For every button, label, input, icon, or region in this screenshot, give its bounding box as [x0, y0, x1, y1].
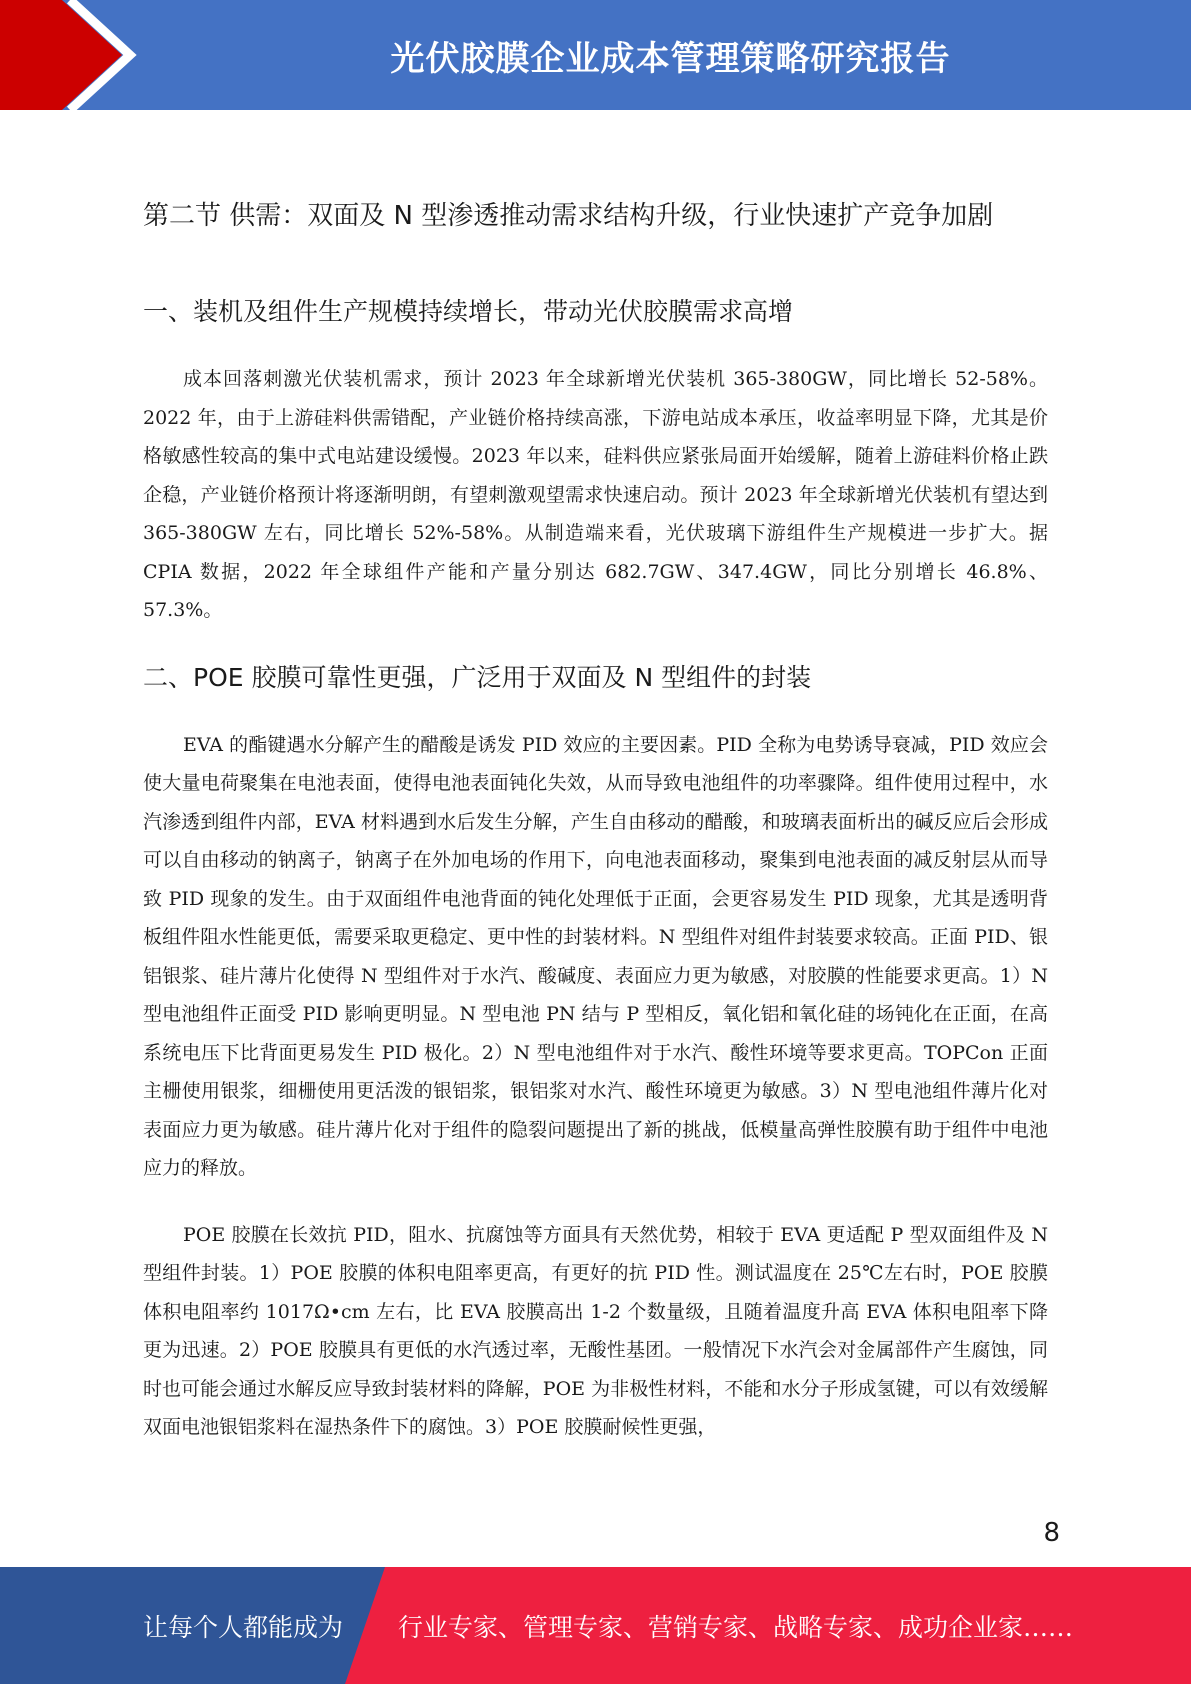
paragraph-1: 成本回落刺激光伏装机需求，预计 2023 年全球新增光伏装机 365-380GW，同比增长 52-58%。2022 年，由于上游硅料供需错配，产业链价格持续高涨，下游电站成本承压，收益率明显下降，尤其是价格敏感性较高的集中式电站建设缓慢。2023 年以来，硅料供应紧张局面开始缓解，随着上游硅料价格止跌企稳，产业链价格预计将逐渐明朗，有望刺激观望需求快速启动。预计 2023 年全球新增光伏装机有望达到 365-380GW 左右，同比增长 52%-58%。从制造端来看，光伏玻璃下游组件生产规模进一步扩大。据 CPIA 数据，2022 年全球组件产能和产量分别达 682.7GW、347.4GW，同比分别增长 46.8%、57.3%。	[143, 368, 1048, 621]
page-number: 8	[1043, 1518, 1060, 1548]
paragraph-3: POE 胶膜在长效抗 PID，阻水、抗腐蚀等方面具有天然优势，相较于 EVA 更适配 P 型双面组件及 N 型组件封装。1）POE 胶膜的体积电阻率更高，有更好的抗 PID 性。测试温度在 25℃左右时，POE 胶膜体积电阻率约 1017Ω•cm 左右，比 EVA 胶膜高出 1-2 个数量级，且随着温度升高 EVA 体积电阻率下降更为迅速。2）POE 胶膜具有更低的水汽透过率，无酸性基团。一般情况下水汽会对金属部件产生腐蚀，同时也可能会通过水解反应导致封装材料的降解，POE 为非极性材料，不能和水分子形成氢键，可以有效缓解双面电池银铝浆料在湿热条件下的腐蚀。3）POE 胶膜耐候性更强，	[143, 1223, 1048, 1438]
paragraph-2: EVA 的酯键遇水分解产生的醋酸是诱发 PID 效应的主要因素。PID 全称为电势诱导衰减，PID 效应会使大量电荷聚集在电池表面，使得电池表面钝化失效，从而导致电池组件的功率骤降。组件使用过程中，水汽渗透到组件内部，EVA 材料遇到水后发生分解，产生自由移动的醋酸，和玻璃表面析出的碱反应后会形成可以自由移动的钠离子，钠离子在外加电场的作用下，向电池表面移动，聚集到电池表面的减反射层从而导致 PID 现象的发生。由于双面组件电池背面的钝化处理低于正面，会更容易发生 PID 现象，尤其是透明背板组件阻水性能更低，需要采取更稳定、更中性的封装材料。N 型组件对组件封装要求较高。正面 PID、银铝银浆、硅片薄片化使得 N 型组件对于水汽、酸碱度、表面应力更为敏感，对胶膜的性能要求更高。1）N 型电池组件正面受 PID 影响更明显。N 型电池 PN 结与 P 型相反，氧化铝和氧化硅的场钝化在正面，在高系统电压下比背面更易发生 PID 极化。2）N 型电池组件对于水汽、酸性环境等要求更高。TOPCon 正面主栅使用银浆，细栅使用更活泼的银铝浆，银铝浆对水汽、酸性环境更为敏感。3）N 型电池组件薄片化对表面应力更为敏感。硅片薄片化对于组件的隐裂问题提出了新的挑战，低模量高弹性胶膜有助于组件中电池应力的释放。	[143, 733, 1048, 1179]
subsection-heading-2: 二、POE 胶膜可靠性更强，广泛用于双面及 N 型组件的封装	[143, 662, 812, 692]
subsection-heading-1: 一、装机及组件生产规模持续增长，带动光伏胶膜需求高增	[143, 297, 794, 326]
footer-banner	[0, 1567, 1191, 1684]
footer-roles: 行业专家、管理专家、营销专家、战略专家、成功企业家……	[398, 1612, 1074, 1642]
header-arrow-decoration	[0, 0, 160, 110]
header-banner	[0, 0, 1191, 110]
footer-slogan: 让每个人都能成为	[143, 1612, 344, 1642]
report-title: 光伏胶膜企业成本管理策略研究报告	[390, 38, 951, 79]
document-body	[143, 196, 1048, 1447]
section-title: 第二节 供需：双面及 N 型渗透推动需求结构升级，行业快速扩产竞争加剧	[143, 201, 994, 231]
